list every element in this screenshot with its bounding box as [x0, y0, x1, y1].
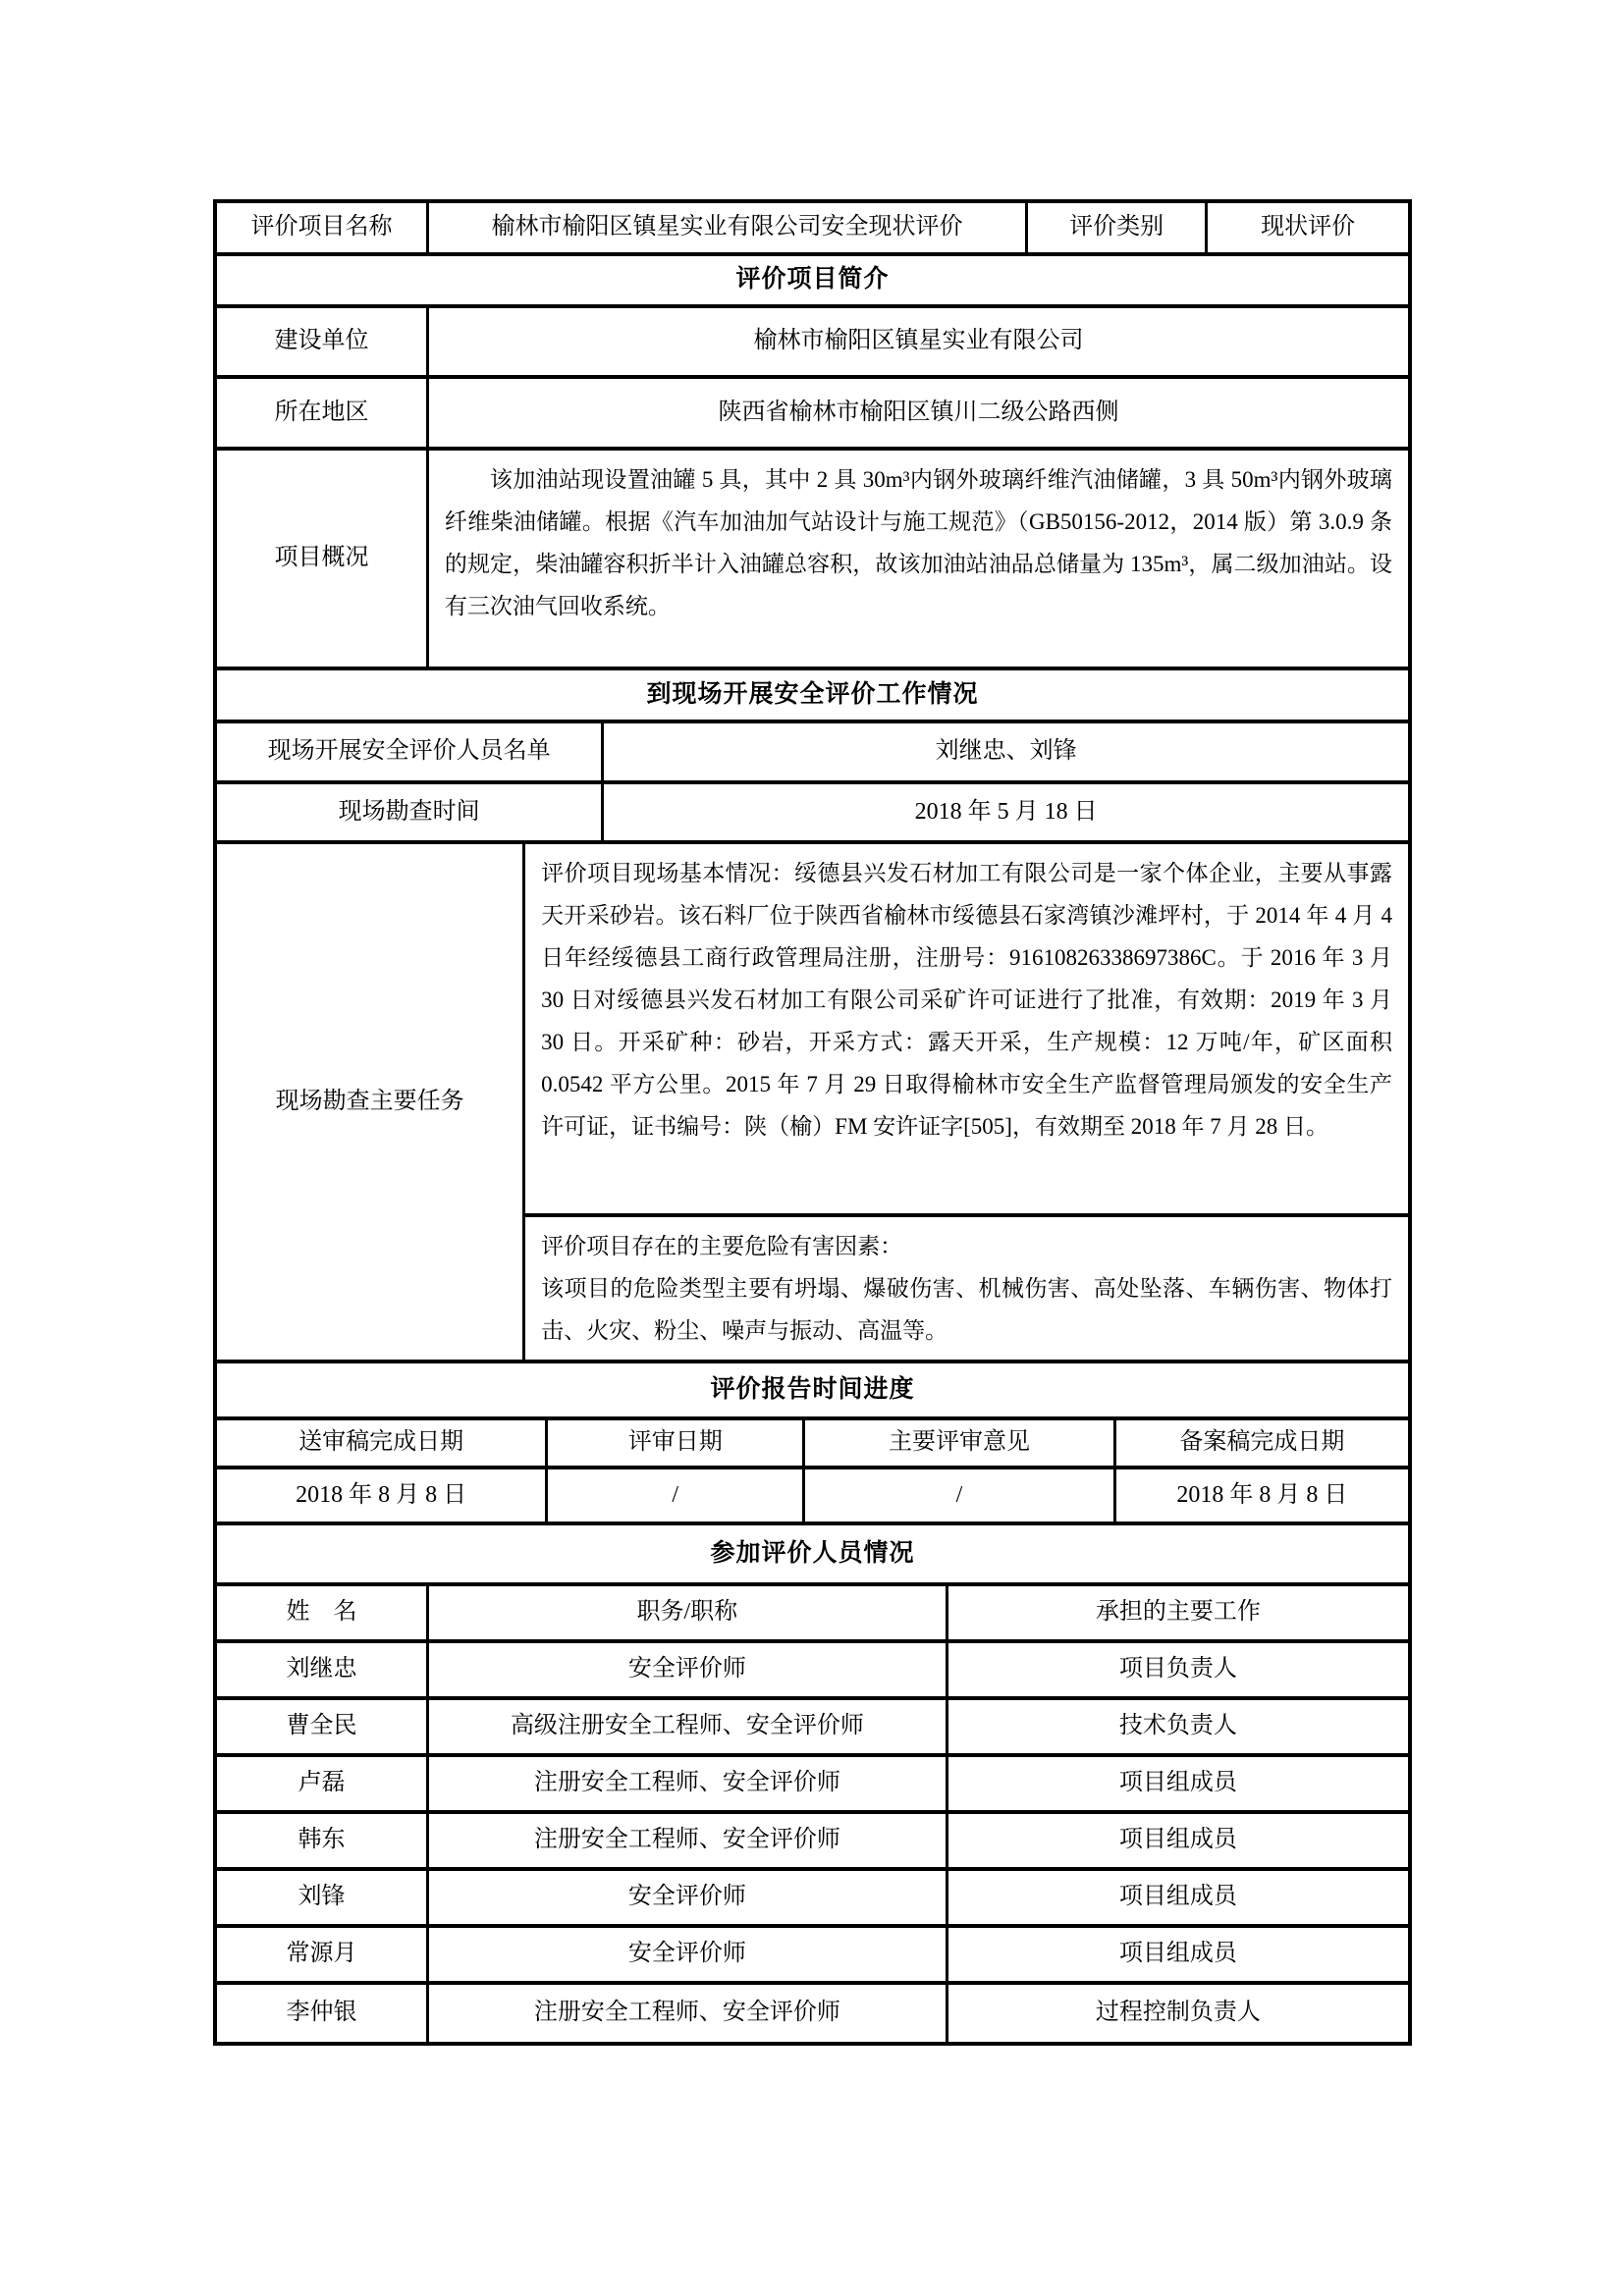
evaluation-form-table [213, 199, 1412, 2046]
participant-title: 安全评价师 [429, 1928, 948, 1981]
survey-tasks-content [525, 844, 1408, 1360]
site-work-section-title: 到现场开展安全评价工作情况 [646, 680, 979, 708]
project-name-label: 评价项目名称 [217, 203, 429, 252]
participant-name: 刘继忠 [217, 1643, 429, 1696]
category-value: 现状评价 [1261, 214, 1356, 240]
overview-row [217, 451, 1408, 670]
builder-value: 榆林市榆阳区镇星实业有限公司 [753, 328, 1084, 354]
overview-label: 项目概况 [217, 451, 429, 667]
participant-role: 技术负责人 [1118, 1713, 1237, 1739]
staff-row [217, 723, 1408, 784]
survey-tasks-label: 现场勘查主要任务 [217, 844, 525, 1360]
staff-value: 刘继忠、刘锋 [935, 738, 1077, 765]
schedule-value-review-date: / [548, 1469, 805, 1522]
participant-name: 曹全民 [217, 1700, 429, 1753]
participant-title: 高级注册安全工程师、安全评价师 [429, 1700, 948, 1753]
participants-section-header-row [217, 1525, 1408, 1586]
hazards-intro-line: 评价项目存在的主要危险有害因素： [541, 1234, 903, 1258]
participant-name: 韩东 [217, 1814, 429, 1867]
participant-title: 注册安全工程师、安全评价师 [429, 1814, 948, 1867]
participant-row [217, 1871, 1408, 1928]
participants-header-role: 承担的主要工作 [1095, 1599, 1261, 1626]
location-row [217, 379, 1408, 451]
schedule-value-review-opinion: / [805, 1469, 1116, 1522]
participant-row [217, 1757, 1408, 1814]
builder-row [217, 308, 1408, 379]
participants-header-row [217, 1586, 1408, 1643]
overview-text: 该加油站现设置油罐 5 具，其中 2 具 30m³内钢外玻璃纤维汽油储罐，3 具 50m³内钢外玻璃纤维柴油储罐。根据《汽车加油加气站设计与施工规范》（GB50156-2012，2014 版）第 3.0.9 条的规定，柴油罐容积折半计入油罐总容积，故该加油站油品总储量为 135m³，属二级加油站。设有三次油气回收系统。 [444, 467, 1392, 618]
location-label: 所在地区 [217, 379, 429, 447]
schedule-header-row [217, 1420, 1408, 1469]
participants-header-title: 职务/职称 [429, 1586, 948, 1639]
survey-date-row [217, 784, 1408, 844]
survey-tasks-row [217, 844, 1408, 1363]
survey-date-value: 2018 年 5 月 18 日 [914, 798, 1098, 825]
participant-row [217, 1700, 1408, 1757]
builder-label: 建设单位 [217, 308, 429, 375]
participant-title: 安全评价师 [429, 1871, 948, 1924]
participant-role: 项目组成员 [1118, 1827, 1237, 1853]
participant-role: 项目负责人 [1118, 1656, 1237, 1682]
category-label: 评价类别 [1028, 203, 1208, 252]
hazards-cell [525, 1217, 1408, 1360]
participant-title: 注册安全工程师、安全评价师 [429, 1757, 948, 1810]
participant-row [217, 1985, 1408, 2042]
participant-row [217, 1928, 1408, 1985]
participant-row [217, 1643, 1408, 1700]
intro-section-title: 评价项目简介 [735, 266, 890, 294]
intro-section-header-row [217, 256, 1408, 308]
participants-section-title: 参加评价人员情况 [710, 1539, 915, 1567]
schedule-values-row [217, 1469, 1408, 1525]
survey-tasks-text-cell [525, 844, 1408, 1217]
participant-name: 卢磊 [217, 1757, 429, 1810]
project-name-value: 榆林市榆阳区镇星实业有限公司安全现状评价 [429, 203, 1028, 252]
schedule-header-review-date: 评审日期 [548, 1420, 805, 1466]
participant-role: 项目组成员 [1118, 1770, 1237, 1796]
hazards-list-line: 该项目的危险类型主要有坍塌、爆破伤害、机械伤害、高处坠落、车辆伤害、物体打击、火灾、粉尘、噪声与振动、高温等。 [541, 1276, 1392, 1343]
schedule-section-title: 评价报告时间进度 [710, 1375, 915, 1403]
participant-name: 李仲银 [217, 1985, 429, 2042]
participants-header-name: 姓 名 [217, 1586, 429, 1639]
site-work-section-header-row [217, 670, 1408, 723]
survey-tasks-text: 评价项目现场基本情况：绥德县兴发石材加工有限公司是一家个体企业，主要从事露天开采砂岩。该石料厂位于陕西省榆林市绥德县石家湾镇沙滩坪村，于 2014 年 4 月 4 日年经绥德县工商行政管理局注册，注册号：91610826338697386C。于 2016 年 3 月 30 日对绥德县兴发石材加工有限公司采矿许可证进行了批准，有效期：2019 年 3 月 30 日。开采矿种：砂岩，开采方式：露天开采，生产规模：12 万吨/年，矿区面积 0.0542 平方公里。2015 年 7 月 29 日取得榆林市安全生产监督管理局颁发的安全生产许可证，证书编号：陕（榆）FM 安许证字[505]，有效期至 2018 年 7 月 28 日。 [541, 861, 1392, 1139]
participant-role: 项目组成员 [1118, 1941, 1237, 1967]
schedule-value-draft: 2018 年 8 月 8 日 [217, 1469, 548, 1522]
participant-title: 注册安全工程师、安全评价师 [429, 1985, 948, 2042]
participant-role: 项目组成员 [1118, 1884, 1237, 1910]
location-value: 陕西省榆林市榆阳区镇川二级公路西侧 [718, 399, 1119, 425]
schedule-header-draft: 送审稿完成日期 [217, 1420, 548, 1466]
participant-title: 安全评价师 [429, 1643, 948, 1696]
participant-name: 刘锋 [217, 1871, 429, 1924]
participant-role: 过程控制负责人 [1095, 2000, 1261, 2026]
schedule-header-record: 备案稿完成日期 [1179, 1429, 1345, 1456]
survey-date-label: 现场勘查时间 [217, 784, 604, 840]
schedule-header-review-opinion: 主要评审意见 [805, 1420, 1116, 1466]
staff-label: 现场开展安全评价人员名单 [217, 723, 604, 780]
project-title-row [217, 203, 1408, 256]
schedule-section-header-row [217, 1363, 1408, 1420]
schedule-value-record: 2018 年 8 月 8 日 [1176, 1481, 1348, 1508]
participant-row [217, 1814, 1408, 1871]
participant-name: 常源月 [217, 1928, 429, 1981]
